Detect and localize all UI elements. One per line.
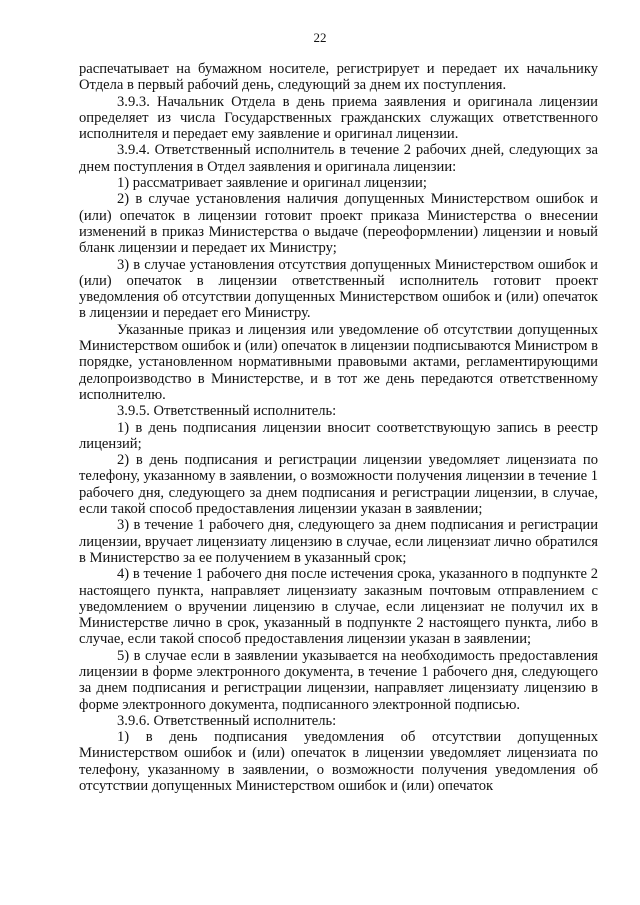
paragraph: 3.9.6. Ответственный исполнитель:: [117, 712, 337, 729]
paragraph: Указанные приказ и лицензия или уведомление об отсутствии допущенных Министерством ошибок и (или) опечаток в лицензии подписываются Министром в порядке, установленном нормативными правовыми актами, регламентирующими делопроизводство в Министерстве, и в тот же день передаются ответственному исполнителю.: [79, 321, 598, 403]
paragraph: 2) в случае установления наличия допущенных Министерством ошибок и (или) опечаток в лицензии готовит проект приказа Министерства о внесении изменений в приказ Министерства о выдаче (переоформлении) лицензии и новый бланк лицензии и передает их Министру;: [79, 191, 598, 257]
paragraph: 1) в день подписания уведомления об отсутствии допущенных Министерством ошибок и (или) опечаток в лицензии уведомляет лицензиата по телефону, указанному в заявлении, о возможности получения уведомления об отсутствии допущенных Министерством ошибок и (или) опечаток: [79, 729, 598, 795]
paragraph: 4) в течение 1 рабочего дня после истечения срока, указанного в подпункте 2 настоящего пункта, направляет лицензиату заказным почтовым отправлением с уведомлением о вручении лицензию в случае, если лицензиат не получил их в Министерстве лично в срок, указанный в подпункте 2 настоящего пункта, либо в случае, если такой способ предоставления лицензии указан в заявлении;: [79, 566, 598, 648]
paragraph: 3.9.3. Начальник Отдела в день приема заявления и оригинала лицензии определяет из числа Государственных гражданских служащих ответственного исполнителя и передает ему заявление и оригинал лицензии.: [79, 93, 598, 143]
page-number: 22: [313, 30, 327, 45]
paragraph: 3.9.5. Ответственный исполнитель:: [117, 403, 337, 420]
paragraph: 1) в день подписания лицензии вносит соответствующую запись в реестр лицензий;: [79, 419, 598, 452]
paragraph: 3.9.4. Ответственный исполнитель в течение 2 рабочих дней, следующих за днем поступления в Отдел заявления и оригинала лицензии:: [79, 142, 598, 175]
paragraph: 3) в течение 1 рабочего дня, следующего за днем подписания и регистрации лицензии, вручает лицензиату лицензию в случае, если лицензиат лично обратился в Министерство за ее получением в указанный срок;: [79, 517, 598, 566]
paragraph: 1) рассматривает заявление и оригинал лицензии;: [117, 175, 427, 192]
paragraph: 5) в случае если в заявлении указывается на необходимость предоставления лицензии в форме электронного документа, в течение 1 рабочего дня, следующего за днем подписания и регистрации лицензии, направляет лицензиату лицензию в форме электронного документа, подписанного электронной подписью.: [79, 647, 598, 713]
paragraph: 2) в день подписания и регистрации лицензии уведомляет лицензиата по телефону, указанному в заявлении, о возможности получения лицензии в течение 1 рабочего дня, следующего за днем подписания и регистрации лицензии, в случае, если такой способ предоставления лицензии указан в заявлении;: [79, 452, 598, 518]
document-body: [79, 61, 598, 794]
paragraph: распечатывает на бумажном носителе, регистрирует и передает их начальнику Отдела в первый рабочий день, следующий за днем их поступления.: [79, 61, 598, 94]
paragraph: 3) в случае установления отсутствия допущенных Министерством ошибок и (или) опечаток в лицензии ответственный исполнитель готовит проект уведомления об отсутствии допущенных Министерством ошибок и (или) опечаток в лицензии и передает его Министру.: [79, 256, 598, 322]
